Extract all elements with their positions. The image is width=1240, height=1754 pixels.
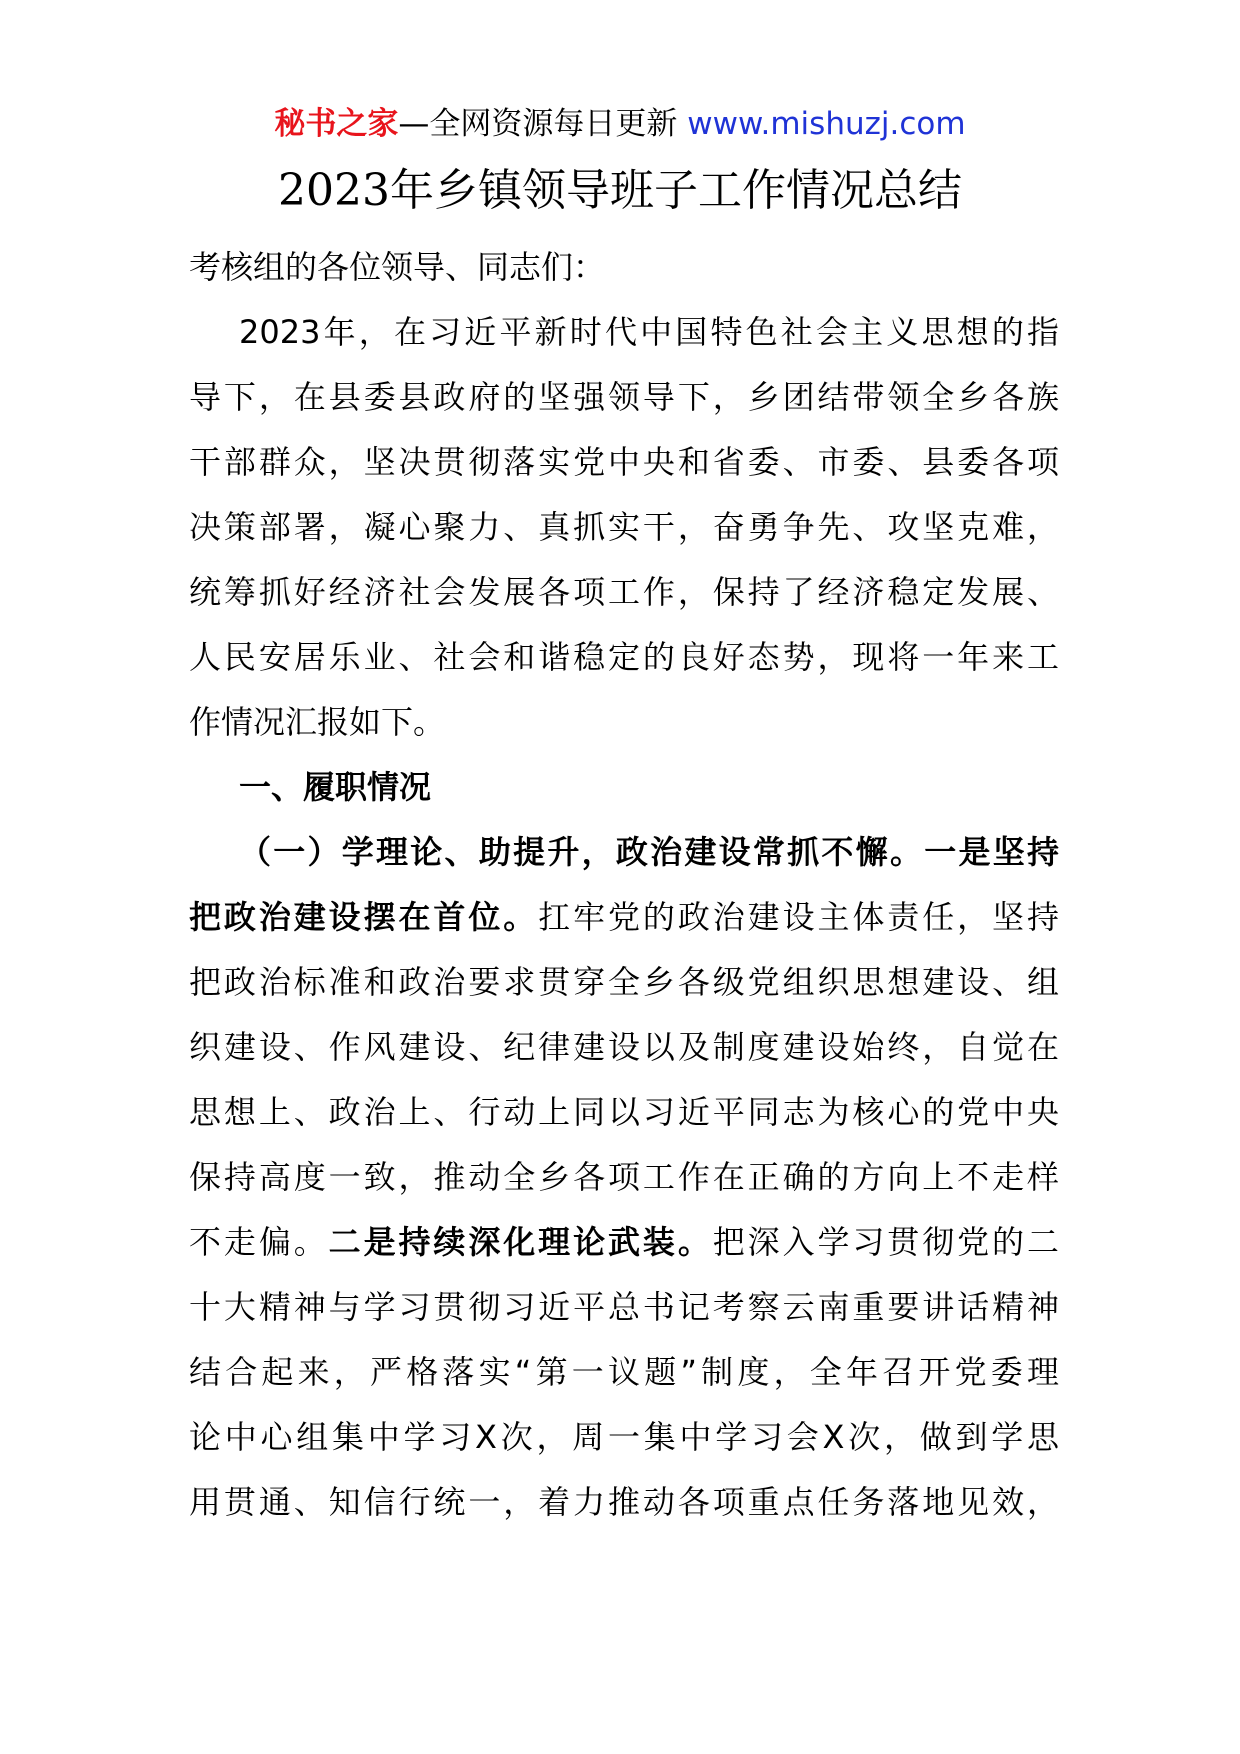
site-slogan: —全网资源每日更新	[398, 106, 678, 142]
site-brand: 秘书之家	[274, 106, 399, 142]
site-header	[0, 102, 1240, 146]
text-run: 不走偏。	[189, 1223, 329, 1261]
paragraph-line: 论中心组集中学习X次，周一集中学习会X次，做到学思	[189, 1418, 1059, 1456]
subsection-heading: （一）学理论、助提升，政治建设常抓不懈。一是坚持	[239, 833, 1059, 871]
document-body	[189, 235, 1059, 1535]
paragraph-line: 用贯通、知信行统一，着力推动各项重点任务落地见效，	[189, 1483, 1059, 1521]
text-run: 把深入学习贯彻党的二	[712, 1223, 1059, 1261]
section-heading: 一、履职情况	[239, 768, 432, 806]
intro-line: 干部群众，坚决贯彻落实党中央和省委、市委、县委各项	[189, 443, 1059, 481]
title-year: 2023	[278, 165, 390, 216]
paragraph-line	[189, 1210, 1059, 1275]
paragraph-line: 把政治标准和政治要求贯穿全乡各级党组织思想建设、组	[189, 963, 1059, 1001]
intro-line: 人民安居乐业、社会和谐稳定的良好态势，现将一年来工	[189, 638, 1059, 676]
site-url-link[interactable]: www.mishuzj.com	[687, 106, 966, 142]
bold-phrase: 二是持续深化理论武装。	[328, 1223, 713, 1261]
bold-phrase: 把政治建设摆在首位。	[189, 898, 539, 936]
document-title	[0, 161, 1240, 221]
greeting: 考核组的各位领导、同志们：	[189, 248, 606, 286]
intro-line: 决策部署，凝心聚力、真抓实干，奋勇争先、攻坚克难，	[189, 508, 1059, 546]
intro-line: 统筹抓好经济社会发展各项工作，保持了经济稳定发展、	[189, 573, 1059, 611]
paragraph-line: 十大精神与学习贯彻习近平总书记考察云南重要讲话精神	[189, 1288, 1059, 1326]
intro-line: 2023年，在习近平新时代中国特色社会主义思想的指	[239, 313, 1059, 351]
title-text: 年乡镇领导班子工作情况总结	[389, 165, 962, 216]
intro-line: 导下，在县委县政府的坚强领导下，乡团结带领全乡各族	[189, 378, 1059, 416]
paragraph-line: 保持高度一致，推动全乡各项工作在正确的方向上不走样	[189, 1158, 1059, 1196]
paragraph-line: 结合起来，严格落实“第一议题”制度，全年召开党委理	[189, 1353, 1059, 1391]
paragraph-line: 织建设、作风建设、纪律建设以及制度建设始终，自觉在	[189, 1028, 1059, 1066]
intro-line: 作情况汇报如下。	[189, 703, 446, 741]
text-run: 扛牢党的政治建设主体责任，坚持	[538, 898, 1059, 936]
paragraph-line	[189, 885, 1059, 950]
paragraph-line: 思想上、政治上、行动上同以习近平同志为核心的党中央	[189, 1093, 1059, 1131]
